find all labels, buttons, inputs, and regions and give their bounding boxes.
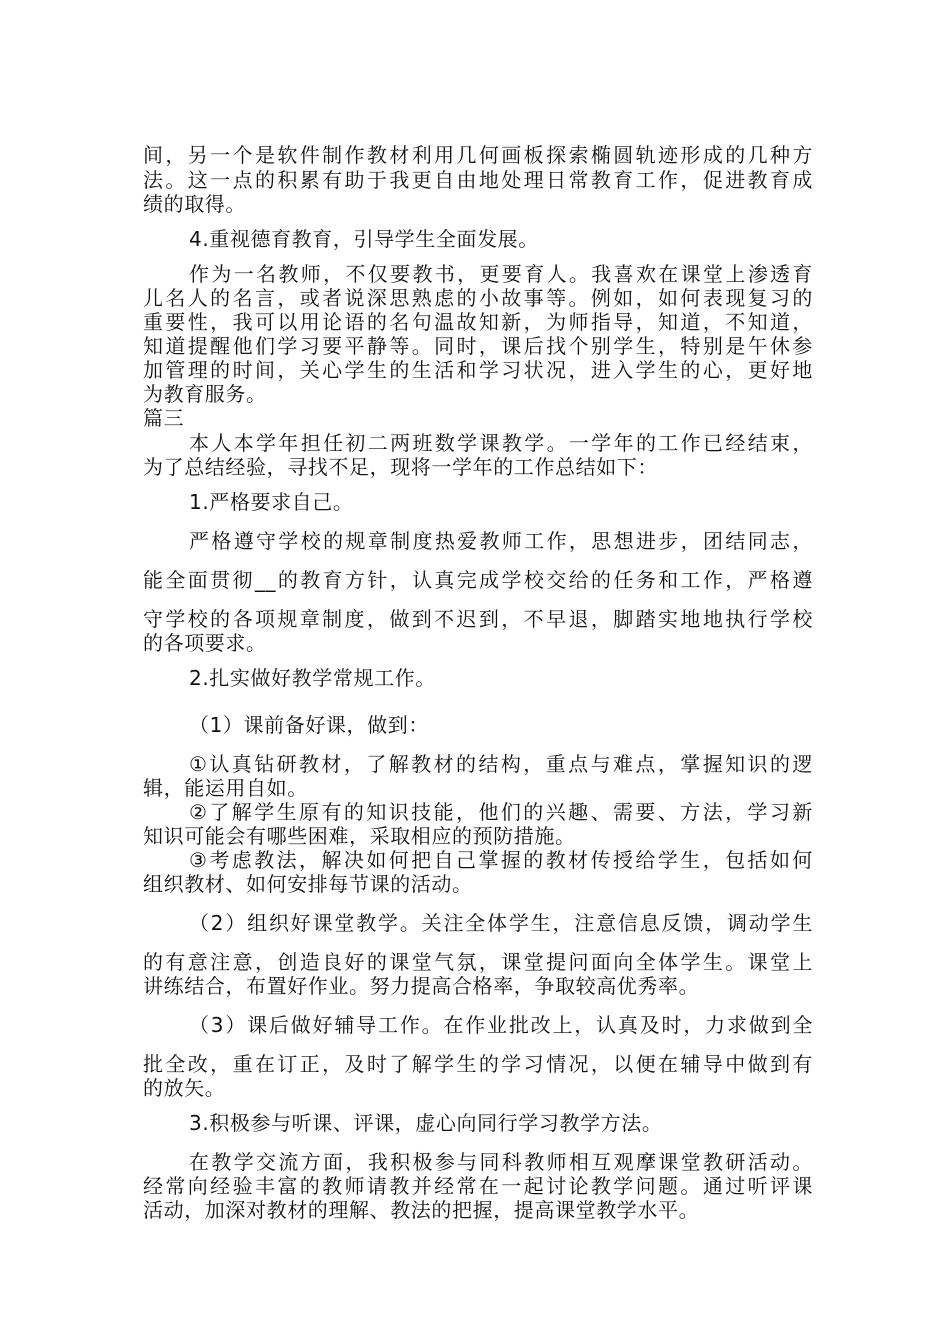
section-heading: 篇三 — [143, 406, 185, 430]
text-line: 法。这一点的积累有助于我更自由地处理日常教育工作，促进教育成 — [143, 168, 813, 192]
text-line: 本人本学年担任初二两班数学课教学。一学年的工作已经结束， — [189, 431, 813, 455]
text-line: 重要性，我可以用论语的名句温故知新，为师指导，知道，不知道， — [143, 310, 813, 334]
text-line: 活动，加深对教材的理解、教法的把握，提高课堂教学水平。 — [143, 1198, 700, 1222]
text-line: 守学校的各项规章制度，做到不迟到，不早退，脚踏实地地执行学校 — [143, 607, 813, 631]
text-line: 作为一名教师，不仅要教书，更要育人。我喜欢在课堂上渗透育 — [189, 262, 813, 286]
text-line: 1.严格要求自己。 — [189, 490, 354, 514]
text-line: 在教学交流方面，我积极参与同科教师相互观摩课堂教研活动。 — [189, 1150, 813, 1174]
text-line: （1）课前备好课，做到： — [189, 713, 429, 737]
text-line: （2）组织好课堂教学。关注全体学生，注意信息反馈，调动学生 — [189, 911, 813, 935]
text-line: 绩的取得。 — [143, 192, 246, 216]
text-line: 为教育服务。 — [143, 382, 267, 406]
text-line: 讲练结合，布置好作业。努力提高合格率，争取较高优秀率。 — [143, 974, 700, 998]
text-line: 3.积极参与听课、评课，虚心向同行学习教学方法。 — [189, 1111, 663, 1135]
text-line: （3）课后做好辅导工作。在作业批改上，认真及时，力求做到全 — [189, 1013, 813, 1037]
text-line: 经常向经验丰富的教师请教并经常在一起讨论教学问题。通过听评课 — [143, 1174, 813, 1198]
text-line: 间，另一个是软件制作教材利用几何画板探索椭圆轨迹形成的几种方 — [143, 143, 813, 167]
text-line: 能全面贯彻__的教育方针，认真完成学校交给的任务和工作，严格遵 — [143, 568, 813, 592]
text-line: 2.扎实做好教学常规工作。 — [189, 666, 436, 690]
text-line: 辑，能运用自如。 — [143, 776, 308, 800]
text-line: 4.重视德育教育，引导学生全面发展。 — [189, 227, 539, 251]
text-line: 为了总结经验，寻找不足，现将一学年的工作总结如下： — [143, 455, 658, 479]
text-line: 的放矢。 — [143, 1076, 226, 1100]
text-line: 的有意注意，创造良好的课堂气氛，课堂提问面向全体学生。课堂上 — [143, 950, 813, 974]
text-line: 加管理的时间，关心学生的生活和学习状况，进入学生的心，更好地 — [143, 358, 813, 382]
text-line: 儿名人的名言，或者说深思熟虑的小故事等。例如，如何表现复习的 — [143, 286, 813, 310]
text-line: 组织教材、如何安排每节课的活动。 — [143, 872, 473, 896]
text-line: ①认真钻研教材，了解教材的结构，重点与难点，掌握知识的逻 — [189, 752, 813, 776]
text-line: 的各项要求。 — [143, 631, 267, 655]
text-line: 批全改，重在订正，及时了解学生的学习情况，以便在辅导中做到有 — [143, 1052, 813, 1076]
text-line: 知识可能会有哪些困难，采取相应的预防措施。 — [143, 824, 576, 848]
text-line: 严格遵守学校的规章制度热爱教师工作，思想进步，团结同志， — [189, 529, 813, 553]
text-line: ③考虑教法，解决如何把自己掌握的教材传授给学生，包括如何 — [189, 848, 813, 872]
text-line: ②了解学生原有的知识技能，他们的兴趣、需要、方法，学习新 — [189, 800, 813, 824]
text-line: 知道提醒他们学习要平静等。同时，课后找个别学生，特别是午休参 — [143, 334, 813, 358]
